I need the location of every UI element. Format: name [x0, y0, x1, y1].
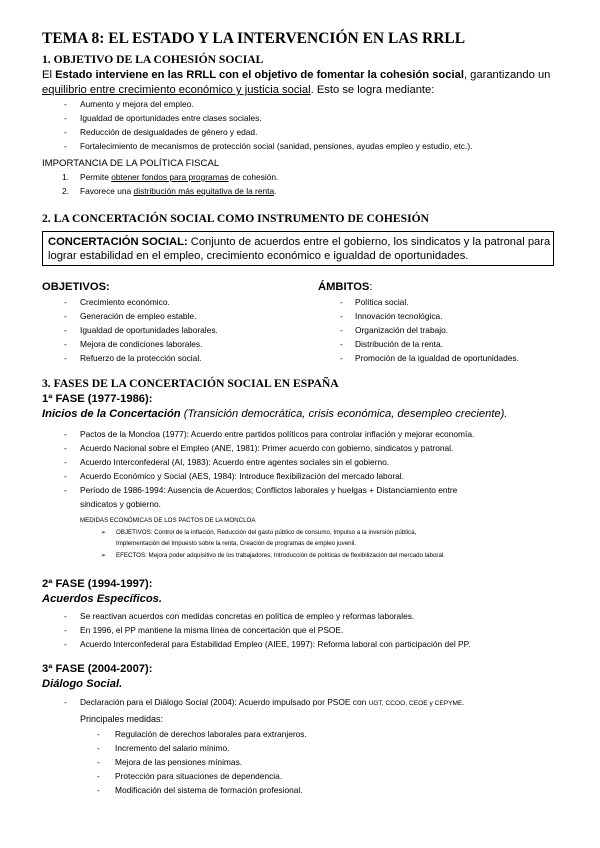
- bullet-dash: -: [64, 99, 67, 109]
- bullet-dash: -: [340, 325, 343, 335]
- section-1-intro-line1: El Estado interviene en las RRLL con el objetivo de fomentar la cohesión social, garantizando un: [42, 69, 551, 81]
- bullet-dash: -: [340, 353, 343, 363]
- list-item: Igualdad de oportunidades laborales.: [80, 325, 218, 335]
- list-item: Generación de empleo estable.: [80, 311, 197, 321]
- bullet-dash: -: [64, 471, 67, 481]
- list-item: Pactos de la Moncloa (1977): Acuerdo entre partidos políticos para controlar inflación y mejorar economía.: [80, 429, 475, 439]
- moncloa-objectives-line2: Implementación del Impuesto sobre la renta, Creación de programas de empleo juvenil.: [116, 540, 357, 547]
- moncloa-effects: EFECTOS: Mejora poder adquisitivo de los trabajadores, Introducción de políticas de flexibilización del mercado laboral.: [116, 552, 446, 559]
- list-item: Acuerdo Interconfederal para Estabilidad Empleo (AIEE, 1997): Reforma laboral con participación del PP.: [80, 639, 471, 649]
- bullet-dash: -: [64, 297, 67, 307]
- list-item: Innovación tecnológica.: [355, 311, 443, 321]
- bullet-dash: -: [64, 457, 67, 467]
- bullet-dash: -: [64, 639, 67, 649]
- phase-2-subtitle: Acuerdos Específicos.: [42, 593, 162, 605]
- ambits-title: ÁMBITOS:: [318, 281, 373, 293]
- list-item: Acuerdo Nacional sobre el Empleo (ANE, 1981): Primer acuerdo con gobierno, sindicatos y patronal.: [80, 443, 454, 453]
- bullet-dash: -: [97, 785, 100, 795]
- list-item: Igualdad de oportunidades entre clases sociales.: [80, 113, 262, 123]
- list-item: Se reactivan acuerdos con medidas concretas en política de empleo y reformas laborales.: [80, 611, 415, 621]
- list-item: Período de 1986-1994: Ausencia de Acuerdos; Conflictos laborales y huelgas + Distanciamiento entre: [80, 485, 458, 495]
- bullet-dash: -: [64, 429, 67, 439]
- objectives-title: OBJETIVOS:: [42, 281, 110, 293]
- list-item: Protección para situaciones de dependencia.: [115, 771, 283, 781]
- bullet-dash: -: [340, 311, 343, 321]
- phase-1-title: 1ª FASE (1977-1986):: [42, 393, 153, 405]
- bullet-dash: -: [340, 339, 343, 349]
- list-item: Promoción de la igualdad de oportunidades.: [355, 353, 519, 363]
- phase-3-subtitle: Diálogo Social.: [42, 678, 123, 690]
- bullet-dash: -: [64, 311, 67, 321]
- bullet-dash: -: [64, 353, 67, 363]
- list-item: Organización del trabajo.: [355, 325, 449, 335]
- section-2-heading: 2. LA CONCERTACIÓN SOCIAL COMO INSTRUMENTO DE COHESIÓN: [42, 212, 429, 225]
- section-1-intro-line2: equilibrio entre crecimiento económico y justicia social. Esto se logra mediante:: [42, 84, 435, 96]
- fiscal-item-number: 2.: [62, 186, 69, 196]
- list-item: En 1996, el PP mantiene la misma línea de concertación que el PSOE.: [80, 625, 344, 635]
- fiscal-item: Favorece una distribución más equitativa de la renta.: [80, 186, 277, 196]
- list-item: Regulación de derechos laborales para extranjeros.: [115, 729, 307, 739]
- moncloa-objectives-line1: OBJETIVOS: Control de la inflación, Reducción del gasto público de consumo, Impulso a la inversión pública,: [116, 529, 417, 536]
- phase-3-title: 3ª FASE (2004-2007):: [42, 663, 153, 675]
- arrow-bullet-icon: ➢: [101, 552, 107, 559]
- bullet-dash: -: [64, 113, 67, 123]
- section-3-heading: 3. FASES DE LA CONCERTACIÓN SOCIAL EN ESPAÑA: [42, 377, 339, 390]
- bullet-dash: -: [64, 485, 67, 495]
- bullet-dash: -: [64, 339, 67, 349]
- main-measures-title: Principales medidas:: [80, 714, 164, 724]
- fiscal-item: Permite obtener fondos para programas de cohesión.: [80, 172, 279, 182]
- phase-2-title: 2ª FASE (1994-1997):: [42, 578, 153, 590]
- bullet-dash: -: [97, 757, 100, 767]
- bullet-dash: -: [64, 443, 67, 453]
- bullet-dash: -: [64, 611, 67, 621]
- list-item: Fortalecimiento de mecanismos de protección social (sanidad, pensiones, ayudas empleo y estudio, etc.).: [80, 141, 473, 151]
- bullet-dash: -: [64, 625, 67, 635]
- bullet-dash: -: [64, 127, 67, 137]
- arrow-bullet-icon: ➢: [101, 529, 107, 536]
- list-item: Distribución de la renta.: [355, 339, 443, 349]
- list-item: Aumento y mejora del empleo.: [80, 99, 194, 109]
- moncloa-measures-title: MEDIDAS ECONÓMICAS DE LOS PACTOS DE LA MONCLOA: [80, 517, 256, 524]
- list-item: Mejora de las pensiones mínimas.: [115, 757, 243, 767]
- bullet-dash: -: [340, 297, 343, 307]
- list-item: Acuerdo Económico y Social (AES, 1984): Introduce flexibilización del mercado laboral.: [80, 471, 404, 481]
- list-item-continuation: sindicatos y gobierno.: [80, 499, 162, 509]
- list-item: Política social.: [355, 297, 409, 307]
- definition-line2: lograr estabilidad en el empleo, crecimiento económico e igualdad de oportunidades.: [48, 250, 469, 262]
- bullet-dash: -: [97, 729, 100, 739]
- list-item: Acuerdo Interconfederal (AI, 1983): Acuerdo entre agentes sociales sin el gobierno.: [80, 457, 390, 467]
- definition-line1: CONCERTACIÓN SOCIAL: Conjunto de acuerdos entre el gobierno, los sindicatos y la patronal para: [48, 236, 551, 248]
- bullet-dash: -: [97, 743, 100, 753]
- list-item: Mejora de condiciones laborales.: [80, 339, 203, 349]
- list-item: Refuerzo de la protección social.: [80, 353, 202, 363]
- phase-1-subtitle: Inicios de la Concertación (Transición democrática, crisis económica, desempleo creciente).: [42, 408, 508, 420]
- fiscal-policy-title: IMPORTANCIA DE LA POLÍTICA FISCAL: [42, 158, 220, 169]
- list-item: Declaración para el Diálogo Social (2004): Acuerdo impulsado por PSOE con UGT, CCOO, CEOE y CEPYME.: [80, 697, 465, 707]
- list-item: Reducción de desigualdades de género y edad.: [80, 127, 258, 137]
- section-1-heading: 1. OBJETIVO DE LA COHESIÓN SOCIAL: [42, 53, 264, 66]
- bullet-dash: -: [97, 771, 100, 781]
- bullet-dash: -: [64, 697, 67, 707]
- bullet-dash: -: [64, 141, 67, 151]
- document-title: TEMA 8: EL ESTADO Y LA INTERVENCIÓN EN LAS RRLL: [42, 30, 466, 47]
- list-item: Modificación del sistema de formación profesional.: [115, 785, 303, 795]
- fiscal-item-number: 1.: [62, 172, 69, 182]
- list-item: Incremento del salario mínimo.: [115, 743, 230, 753]
- bullet-dash: -: [64, 325, 67, 335]
- list-item: Crecimiento económico.: [80, 297, 170, 307]
